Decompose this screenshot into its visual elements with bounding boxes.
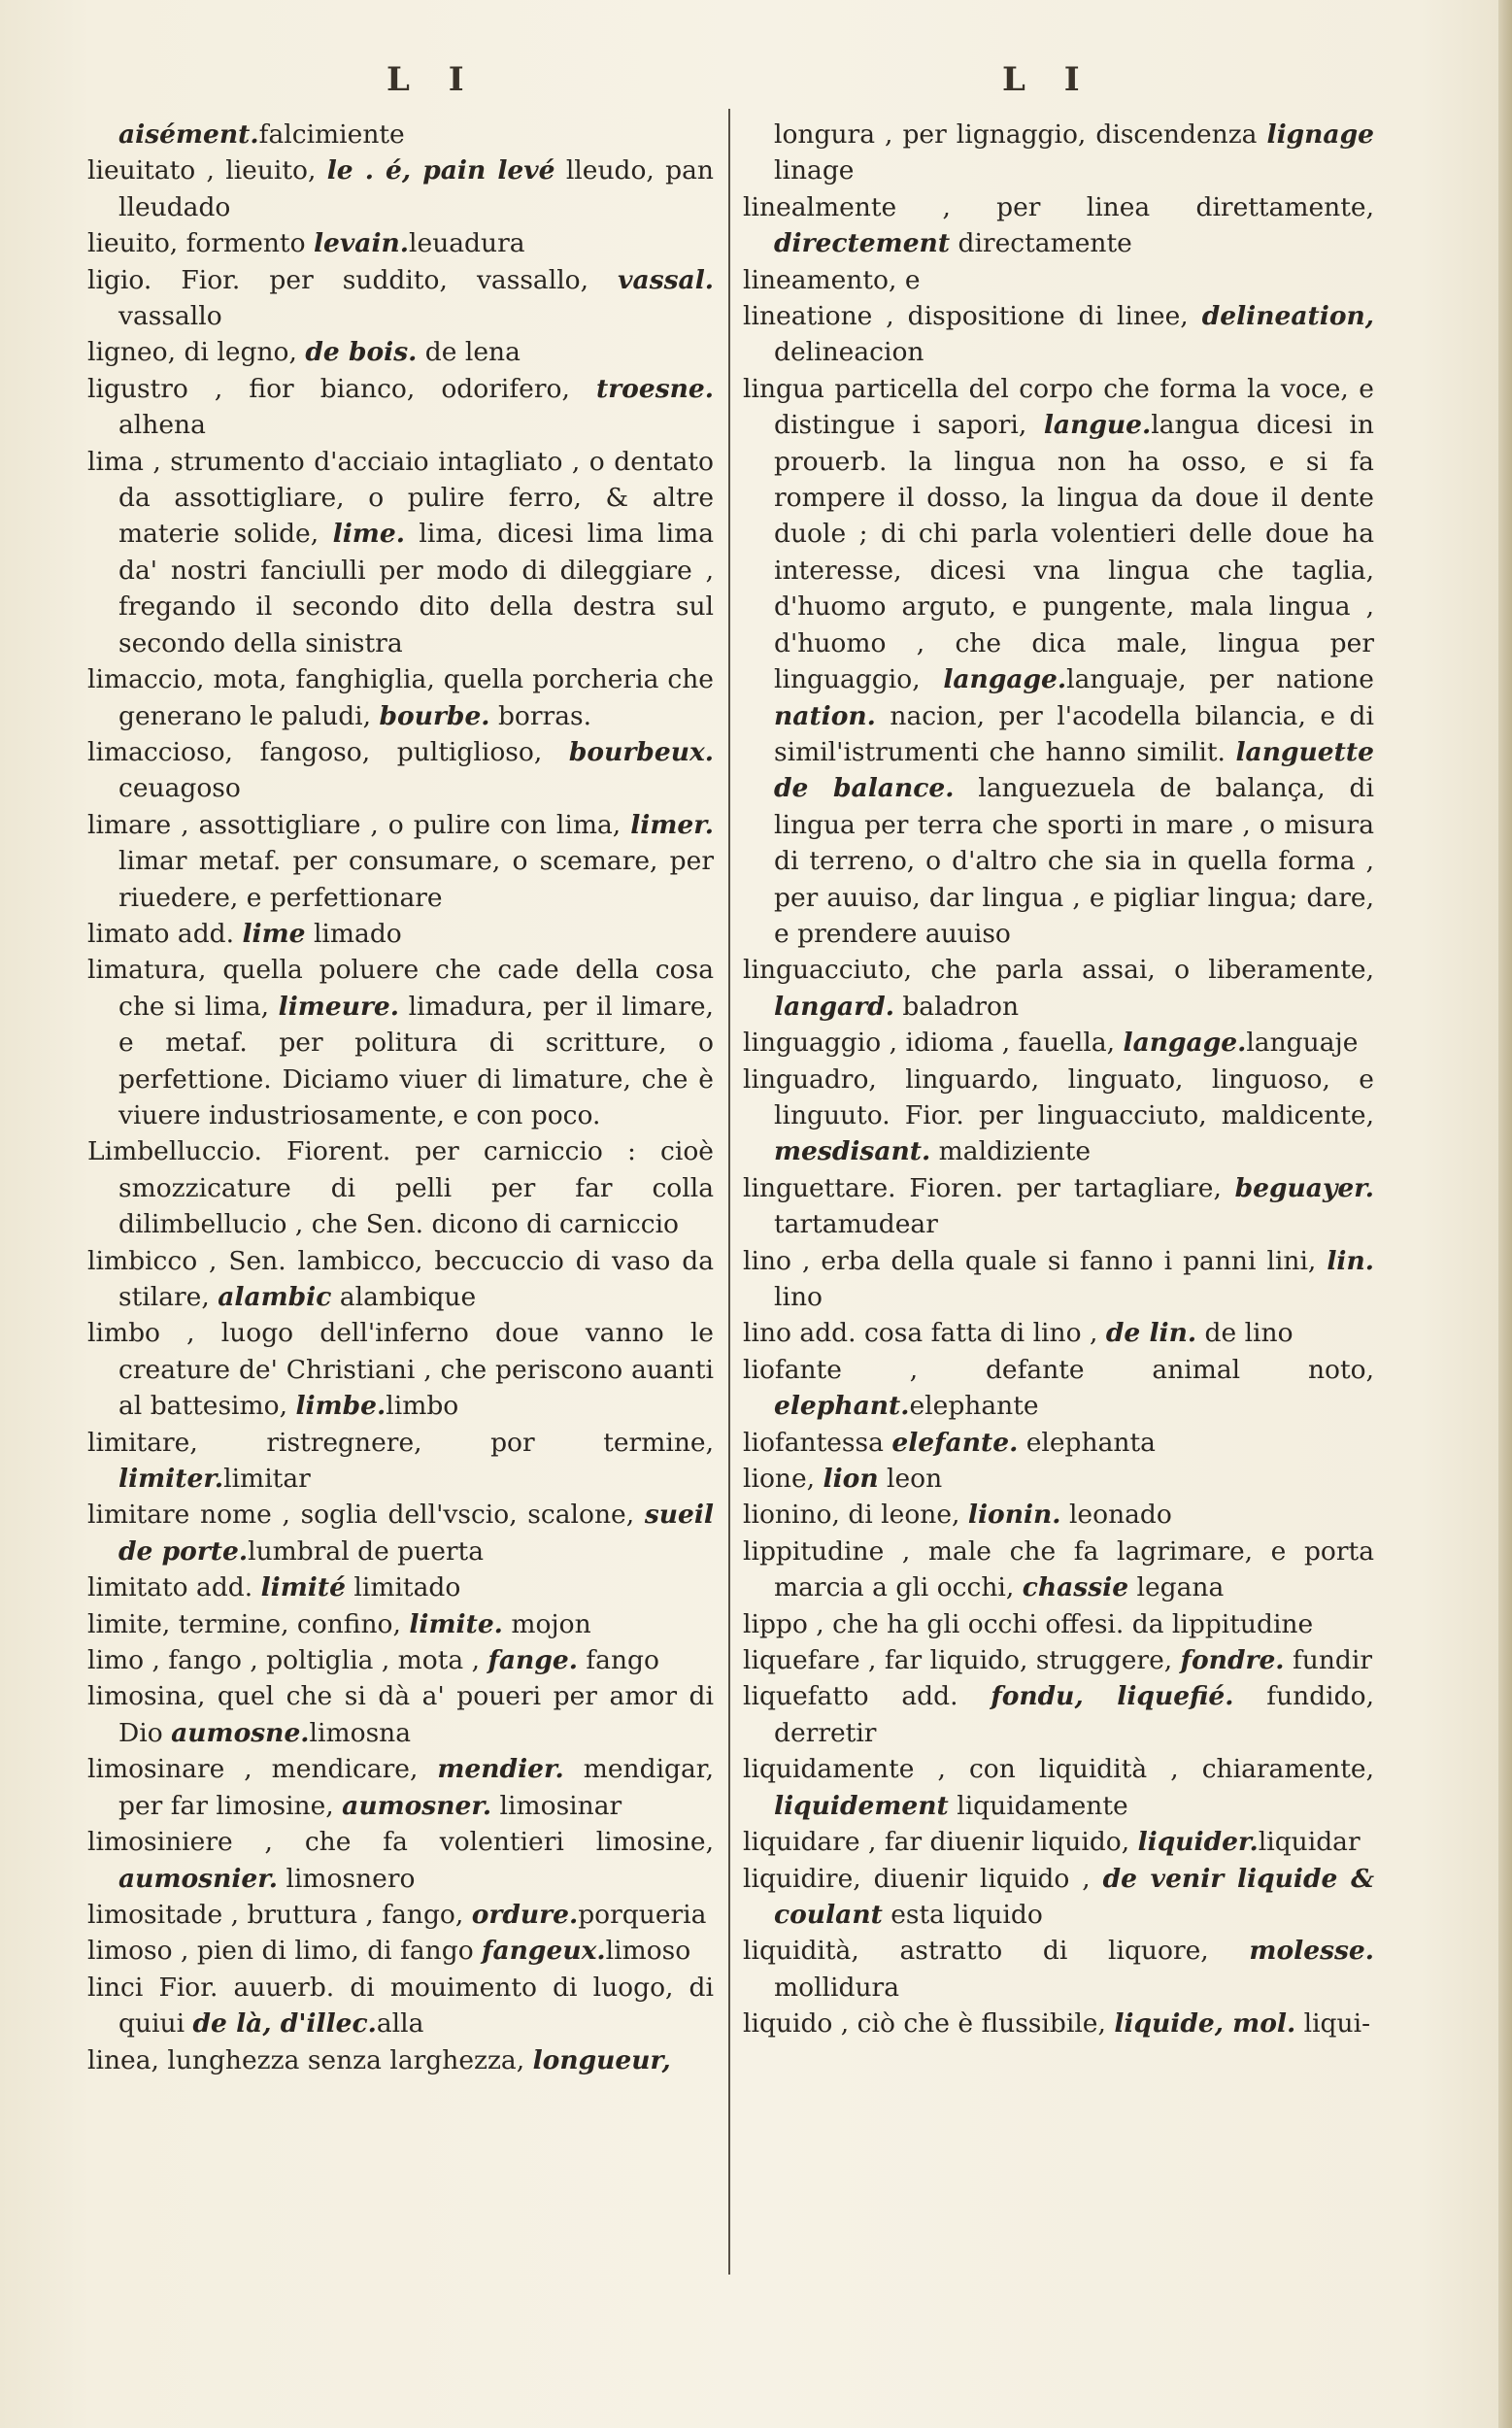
entry-headword-definition: ligio. Fior. per suddito, vassallo,	[87, 264, 619, 295]
entry-headword-definition: limoso , pien di limo, di fango	[87, 1936, 483, 1967]
dictionary-entry	[87, 1824, 714, 1897]
french-equivalent: vassal.	[618, 264, 714, 295]
french-equivalent: de là, d'illec.	[192, 2008, 377, 2040]
dictionary-entry	[743, 2006, 1374, 2041]
spanish-equivalent: delineacion	[774, 337, 924, 368]
dictionary-entry	[87, 117, 714, 152]
french-equivalent: fangeux.	[482, 1936, 606, 1967]
spanish-equivalent: esta liquido	[882, 1899, 1043, 1930]
spanish-equivalent: ceuagoso	[118, 773, 241, 804]
spanish-equivalent: leon	[878, 1464, 943, 1495]
spanish-equivalent: languaje	[1246, 1028, 1359, 1059]
french-equivalent: ordure.	[471, 1899, 579, 1930]
spanish-equivalent: tartamudear	[774, 1209, 938, 1240]
dictionary-entry	[743, 1461, 1374, 1497]
entry-headword-definition: linguacciuto, che parla assai, o liberamente,	[743, 955, 1374, 986]
left-column-header: L I	[386, 60, 478, 99]
entry-headword-definition: limare , assottigliare , o pulire con lima,	[87, 809, 631, 840]
entry-headword-definition: liquidamente , con liquidità , chiaramente,	[743, 1754, 1374, 1785]
french-equivalent: nation.	[774, 700, 876, 731]
entry-headword-definition: linci Fior. auuerb. di mouimento di luogo, di quiui	[87, 1972, 714, 2040]
french-equivalent: troesne.	[595, 373, 714, 404]
french-equivalent: lime	[242, 918, 306, 949]
spanish-equivalent: linage	[774, 155, 855, 186]
dictionary-entry	[743, 1642, 1374, 1678]
french-equivalent: bourbe.	[379, 700, 490, 731]
french-equivalent: langage.	[1123, 1028, 1247, 1059]
dictionary-entry	[87, 1933, 714, 1969]
entry-headword-definition: limositade , bruttura , fango,	[87, 1899, 472, 1930]
entry-headword-definition: limato add.	[87, 918, 243, 949]
french-equivalent: liquidement	[774, 1790, 949, 1821]
dictionary-entry	[743, 1025, 1374, 1061]
dictionary-entry	[87, 807, 714, 916]
page-edge	[1498, 0, 1512, 2428]
spanish-equivalent: legana	[1128, 1572, 1225, 1603]
dictionary-entry	[87, 1970, 714, 2042]
dictionary-entry	[87, 1133, 714, 1242]
spanish-equivalent: limado	[305, 918, 402, 949]
dictionary-entry	[87, 225, 714, 261]
dictionary-entry	[743, 1425, 1374, 1461]
spanish-equivalent: alhena	[118, 410, 206, 441]
dictionary-entry	[87, 1642, 714, 1678]
entry-headword-definition: lionino, di leone,	[743, 1500, 968, 1531]
french-equivalent: lin.	[1327, 1245, 1374, 1276]
dictionary-entry	[87, 1425, 714, 1498]
spanish-equivalent: borras.	[489, 700, 592, 731]
french-equivalent: mesdisant.	[774, 1136, 931, 1167]
spanish-equivalent: lima, dicesi lima lima da' nostri fanciulli per modo di dileggiare , fregando il secondo dito della destra sul secondo della sinistra	[118, 519, 714, 658]
french-equivalent: le . é, pain levé	[326, 155, 555, 186]
dictionary-entry	[87, 444, 714, 661]
spanish-equivalent: limar metaf. per consumare, o scemare, per riuedere, e perfettionare	[118, 846, 714, 913]
spanish-equivalent: lleudo, pan lleudado	[118, 155, 714, 222]
dictionary-entry	[743, 1606, 1374, 1642]
column-divider	[728, 109, 730, 2275]
dictionary-entry	[743, 1170, 1374, 1243]
entry-headword-definition: linguadro, linguardo, linguato, linguoso, e linguuto. Fior. per linguacciuto, maldicente,	[743, 1063, 1374, 1130]
spanish-equivalent: maldiziente	[930, 1136, 1092, 1167]
french-equivalent: fondre.	[1180, 1645, 1285, 1676]
entry-headword-definition: liquefatto add.	[743, 1681, 991, 1712]
french-equivalent: fondu, liquefié.	[991, 1681, 1234, 1712]
entry-headword-definition: limosinare , mendicare,	[87, 1754, 438, 1785]
entry-headword-definition: lione,	[743, 1464, 823, 1495]
dictionary-entry	[743, 1534, 1374, 1606]
spanish-equivalent: porqueria	[578, 1899, 707, 1930]
french-equivalent: liquider.	[1137, 1827, 1259, 1858]
dictionary-entry	[743, 1352, 1374, 1425]
french-equivalent: limité	[260, 1572, 346, 1603]
french-equivalent: directement	[774, 228, 951, 259]
entry-headword-definition: lingua particella del corpo che forma la voce, e distingue i sapori,	[743, 373, 1374, 441]
entry-headword-definition: limaccioso, fangoso, pultiglioso,	[87, 736, 569, 767]
french-equivalent: de bois.	[305, 337, 418, 368]
french-equivalent: langue.	[1043, 410, 1152, 441]
left-column	[87, 117, 714, 2078]
entry-headword-definition: liofantessa	[743, 1427, 892, 1458]
dictionary-entry	[743, 1678, 1374, 1751]
entry-headword-definition: linea, lunghezza senza larghezza,	[87, 2044, 533, 2075]
entry-headword-definition: liquido , ciò che è flussibile,	[743, 2008, 1115, 2040]
dictionary-entry	[743, 952, 1374, 1025]
french-equivalent: de lin.	[1105, 1318, 1197, 1349]
dictionary-entry	[87, 734, 714, 807]
spanish-equivalent: nacion, per l'acodella bilancia, e di simil'istrumenti che hanno similit.	[774, 700, 1374, 767]
spanish-equivalent: de lena	[417, 337, 521, 368]
spanish-equivalent: limitar	[223, 1464, 311, 1495]
spanish-equivalent: limosna	[309, 1717, 412, 1748]
spanish-equivalent: languezuela de balança, di lingua per terra che sporti in mare , o misura di terreno, o d'altro che sia in quella forma , per auuiso, dar lingua , e pigliar lingua; dare, e prendere auuiso	[774, 773, 1374, 949]
dictionary-entry	[743, 298, 1374, 371]
entry-headword-definition: limaccio, mota, fanghiglia, quella porcheria che generano le paludi,	[87, 664, 714, 731]
right-column-header: L I	[1002, 60, 1093, 99]
entry-headword-definition: limo , fango , poltiglia , mota ,	[87, 1645, 488, 1676]
dictionary-entry	[87, 262, 714, 335]
dictionary-entry	[743, 371, 1374, 953]
dictionary-entry	[743, 1861, 1374, 1934]
spanish-equivalent: fundido, derretir	[774, 1681, 1374, 1748]
entry-headword-definition: lino , erba della quale si fanno i panni lini,	[743, 1245, 1327, 1276]
french-equivalent: limbe.	[295, 1391, 386, 1422]
spanish-equivalent: vassallo	[118, 301, 222, 332]
dictionary-entry	[87, 1315, 714, 1424]
entry-headword-definition: lippo , che ha gli occhi offesi. da lippitudine	[743, 1608, 1314, 1639]
dictionary-entry	[743, 1062, 1374, 1170]
entry-headword-definition: ligneo, di legno,	[87, 337, 306, 368]
entry-headword-definition: limatura, quella poluere che cade della cosa che si lima,	[87, 955, 714, 1022]
spanish-equivalent: liquidamente	[948, 1790, 1128, 1821]
french-equivalent: de venir liquide & coulant	[774, 1863, 1374, 1930]
spanish-equivalent: alla	[376, 2008, 424, 2040]
dictionary-entry	[743, 189, 1374, 262]
french-equivalent: aumosnier.	[118, 1863, 279, 1894]
dictionary-entry	[87, 1497, 714, 1569]
spanish-equivalent: limosnero	[278, 1863, 416, 1894]
dictionary-entry	[743, 1933, 1374, 2006]
entry-headword-definition: liquidità, astratto di liquore,	[743, 1936, 1250, 1967]
spanish-equivalent: limitado	[345, 1572, 461, 1603]
spanish-equivalent: limosinar	[491, 1790, 622, 1821]
entry-headword-definition: lippitudine , male che fa lagrimare, e porta marcia a gli occhi,	[743, 1535, 1374, 1603]
dictionary-entry	[743, 1243, 1374, 1316]
entry-headword-definition: linealmente , per linea direttamente,	[743, 191, 1374, 222]
french-equivalent: lionin.	[967, 1500, 1061, 1531]
spanish-equivalent: baladron	[893, 991, 1020, 1022]
dictionary-entry	[87, 1897, 714, 1933]
french-equivalent: limiter.	[118, 1464, 224, 1495]
spanish-equivalent: limoso	[605, 1936, 691, 1967]
spanish-equivalent: falcimiente	[258, 119, 405, 150]
entry-headword-definition: limosiniere , che fa volentieri limosine,	[87, 1827, 714, 1858]
entry-headword-definition: limbicco , Sen. lambicco, beccuccio di vaso da stilare,	[87, 1245, 714, 1312]
dictionary-entry	[87, 1751, 714, 1824]
entry-headword-definition: liquefare , far liquido, struggere,	[743, 1645, 1181, 1676]
entry-headword-definition: lima , strumento d'acciaio intagliato , o dentato da assottigliare, o pulire ferro, & altre materie solide,	[87, 446, 714, 550]
entry-headword-definition: lineatione , dispositione di linee,	[743, 301, 1202, 332]
french-equivalent: lignage	[1266, 119, 1374, 150]
french-equivalent: aisément.	[118, 119, 259, 150]
entry-headword-definition: liquidire, diuenir liquido ,	[743, 1863, 1103, 1894]
entry-headword-definition: limosina, quel che si dà a' poueri per amor di Dio	[87, 1681, 714, 1748]
spanish-equivalent: fundir	[1284, 1645, 1373, 1676]
dictionary-entry	[743, 117, 1374, 189]
entry-headword-definition: limitato add.	[87, 1572, 261, 1603]
spanish-equivalent: limbo	[386, 1391, 459, 1422]
french-equivalent: mendier.	[437, 1754, 564, 1785]
right-column	[743, 117, 1374, 2042]
french-equivalent: limer.	[630, 809, 714, 840]
french-equivalent: bourbeux.	[568, 736, 714, 767]
spanish-equivalent: liquidar	[1258, 1827, 1361, 1858]
dictionary-entry	[743, 1315, 1374, 1351]
dictionary-entry	[87, 1569, 714, 1605]
spanish-equivalent: alambique	[331, 1282, 477, 1312]
entry-headword-definition: limitare nome , soglia dell'vscio, scalone,	[87, 1500, 645, 1531]
entry-headword-definition: limbo , luogo dell'inferno doue vanno le creature de' Christiani , che periscono auanti al battesimo,	[87, 1318, 714, 1422]
dictionary-entry	[87, 152, 714, 225]
spanish-equivalent: de lino	[1196, 1318, 1294, 1349]
spanish-equivalent: elephante	[909, 1391, 1039, 1422]
dictionary-entry	[743, 1497, 1374, 1533]
entry-headword-definition: linguaggio , idioma , fauella,	[743, 1028, 1124, 1059]
entry-headword-definition: lino add. cosa fatta di lino ,	[743, 1318, 1106, 1349]
dictionary-entry	[87, 1678, 714, 1751]
french-equivalent: lion	[823, 1464, 879, 1495]
entry-headword-definition: linguettare. Fioren. per tartagliare,	[743, 1172, 1235, 1203]
entry-headword-definition: longura , per lignaggio, discendenza	[774, 119, 1267, 150]
dictionary-entry	[87, 1606, 714, 1642]
entry-headword-definition: limite, termine, confino,	[87, 1608, 410, 1639]
spanish-equivalent: directamente	[950, 228, 1132, 259]
spanish-equivalent: languaje, per natione	[1066, 664, 1374, 695]
dictionary-entry	[87, 661, 714, 734]
spanish-equivalent: lumbral de puerta	[248, 1535, 485, 1567]
french-equivalent: elefante.	[891, 1427, 1019, 1458]
french-equivalent: langard.	[774, 991, 894, 1022]
french-equivalent: elephant.	[774, 1391, 910, 1422]
french-equivalent: delineation,	[1201, 301, 1374, 332]
french-equivalent: levain.	[313, 228, 410, 259]
spanish-equivalent: langua dicesi in prouerb. la lingua non ha osso, e si fa rompere il dosso, la lingua da doue il dente duole ; di chi parla volentieri delle doue ha interesse, dicesi vna lingua che taglia, d'huomo arguto, e pungente, mala lingua , d'huomo , che dica male, lingua per linguaggio,	[774, 410, 1374, 695]
dictionary-entry	[87, 952, 714, 1133]
spanish-equivalent: liqui-	[1295, 2008, 1371, 2040]
french-equivalent: aumosne.	[171, 1717, 310, 1748]
french-equivalent: lime.	[332, 519, 405, 550]
spanish-equivalent: leuadura	[409, 228, 525, 259]
french-equivalent: beguayer.	[1234, 1172, 1374, 1203]
entry-headword-definition: liquidare , far diuenir liquido,	[743, 1827, 1138, 1858]
dictionary-entry	[87, 916, 714, 952]
spanish-equivalent: lino	[774, 1282, 823, 1312]
dictionary-entry	[87, 2042, 714, 2078]
entry-headword-definition: limitare, ristregnere, por termine,	[87, 1427, 714, 1458]
spanish-equivalent: fango	[577, 1645, 659, 1676]
french-equivalent: languette de balance.	[774, 736, 1374, 804]
dictionary-entry	[87, 1243, 714, 1316]
dictionary-entry	[87, 334, 714, 370]
french-equivalent: chassie	[1022, 1572, 1129, 1603]
french-equivalent: liquide, mol.	[1114, 2008, 1296, 2040]
french-equivalent: aumosner.	[342, 1790, 492, 1821]
dictionary-entry	[743, 1751, 1374, 1824]
dictionary-entry	[743, 1824, 1374, 1860]
entry-headword-definition: Limbelluccio. Fiorent. per carniccio : cioè smozzicature di pelli per far colla dilimbellucio , che Sen. dicono di carniccio	[87, 1136, 714, 1240]
french-equivalent: limeure.	[278, 991, 400, 1022]
french-equivalent: alambic	[218, 1282, 332, 1312]
spanish-equivalent: elephanta	[1018, 1427, 1156, 1458]
french-equivalent: molesse.	[1249, 1936, 1374, 1967]
spanish-equivalent: limadura, per il limare, e metaf. per politura di scritture, o perfettione. Diciamo viuer di limature, che è viuere industriosamente, e con poco.	[118, 991, 714, 1130]
french-equivalent: sueil de porte.	[118, 1500, 714, 1567]
spanish-equivalent: mendigar, per far limosine,	[118, 1754, 714, 1821]
entry-headword-definition: ligustro , fior bianco, odorifero,	[87, 373, 596, 404]
french-equivalent: fange.	[487, 1645, 578, 1676]
entry-headword-definition: liofante , defante animal noto,	[743, 1354, 1374, 1385]
french-equivalent: limite.	[409, 1608, 503, 1639]
spanish-equivalent: mojon	[502, 1608, 591, 1639]
entry-headword-definition: lieuito, formento	[87, 228, 314, 259]
entry-headword-definition: lineamento, e	[743, 264, 921, 295]
spanish-equivalent: leonado	[1060, 1500, 1172, 1531]
french-equivalent: langage.	[943, 664, 1067, 695]
spanish-equivalent: mollidura	[774, 1972, 900, 2003]
french-equivalent: longueur,	[532, 2044, 671, 2075]
dictionary-entry	[743, 262, 1374, 298]
dictionary-entry	[87, 371, 714, 444]
entry-headword-definition: lieuitato , lieuito,	[87, 155, 327, 186]
